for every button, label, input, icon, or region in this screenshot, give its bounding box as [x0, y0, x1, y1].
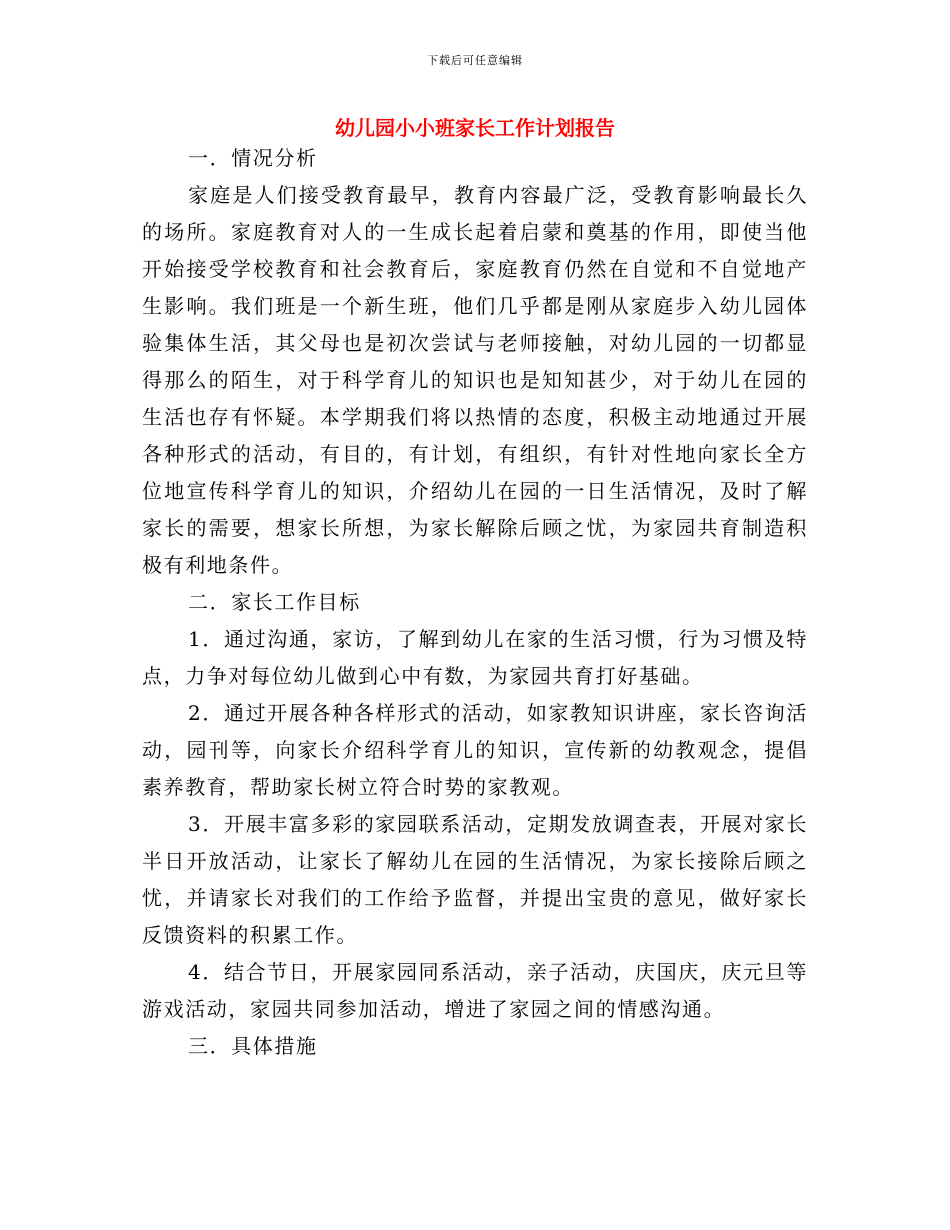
paragraph-goal-4: 4．结合节日，开展家园同系活动，亲子活动，庆国庆，庆元旦等游戏活动，家园共同参加活动，增进了家园之间的情感沟通。 [142, 960, 808, 1021]
paragraph-goal-3: 3．开展丰富多彩的家园联系活动，定期发放调查表，开展对家长半日开放活动，让家长了解幼儿在园的生活情况，为家长接除后顾之忧，并请家长对我们的工作给予监督，并提出宝贵的意见，做好家长反馈资料的积累工作。 [142, 812, 808, 947]
paragraph-situation-analysis: 家庭是人们接受教育最早，教育内容最广泛，受教育影响最长久的场所。家庭教育对人的一生成长起着启蒙和奠基的作用，即使当他开始接受学校教育和社会教育后，家庭教育仍然在自觉和不自觉地产生影响。我们班是一个新生班，他们几乎都是刚从家庭步入幼儿园体验集体生活，其父母也是初次尝试与老师接触，对幼儿园的一切都显得那么的陌生，对于科学育儿的知识也是知知甚少，对于幼儿在园的生活也存有怀疑。本学期我们将以热情的态度，积极主动地通过开展各种形式的活动，有目的，有计划，有组织，有针对性地向家长全方位地宣传科学育儿的知识，介绍幼儿在园的一日生活情况，及时了解家长的需要，想家长所想，为家长解除后顾之忧，为家园共育制造积极有利地条件。 [142, 183, 808, 577]
section-heading-3: 三．具体措施 [188, 1034, 318, 1058]
document-title: 幼儿园小小班家长工作计划报告 [335, 116, 615, 140]
paragraph-goal-1: 1．通过沟通，家访，了解到幼儿在家的生活习惯，行为习惯及特点，力争对每位幼儿做到心中有数，为家园共育打好基础。 [142, 627, 808, 688]
header-note: 下载后可任意编辑 [427, 54, 523, 67]
section-heading-2: 二．家长工作目标 [188, 590, 361, 614]
document-body [142, 140, 808, 1065]
section-heading-1: 一．情况分析 [188, 146, 318, 170]
paragraph-goal-2: 2．通过开展各种各样形式的活动，如家教知识讲座，家长咨询活动，园刊等，向家长介绍科学育儿的知识，宣传新的幼教观念，提倡素养教育，帮助家长树立符合时势的家教观。 [142, 701, 808, 799]
